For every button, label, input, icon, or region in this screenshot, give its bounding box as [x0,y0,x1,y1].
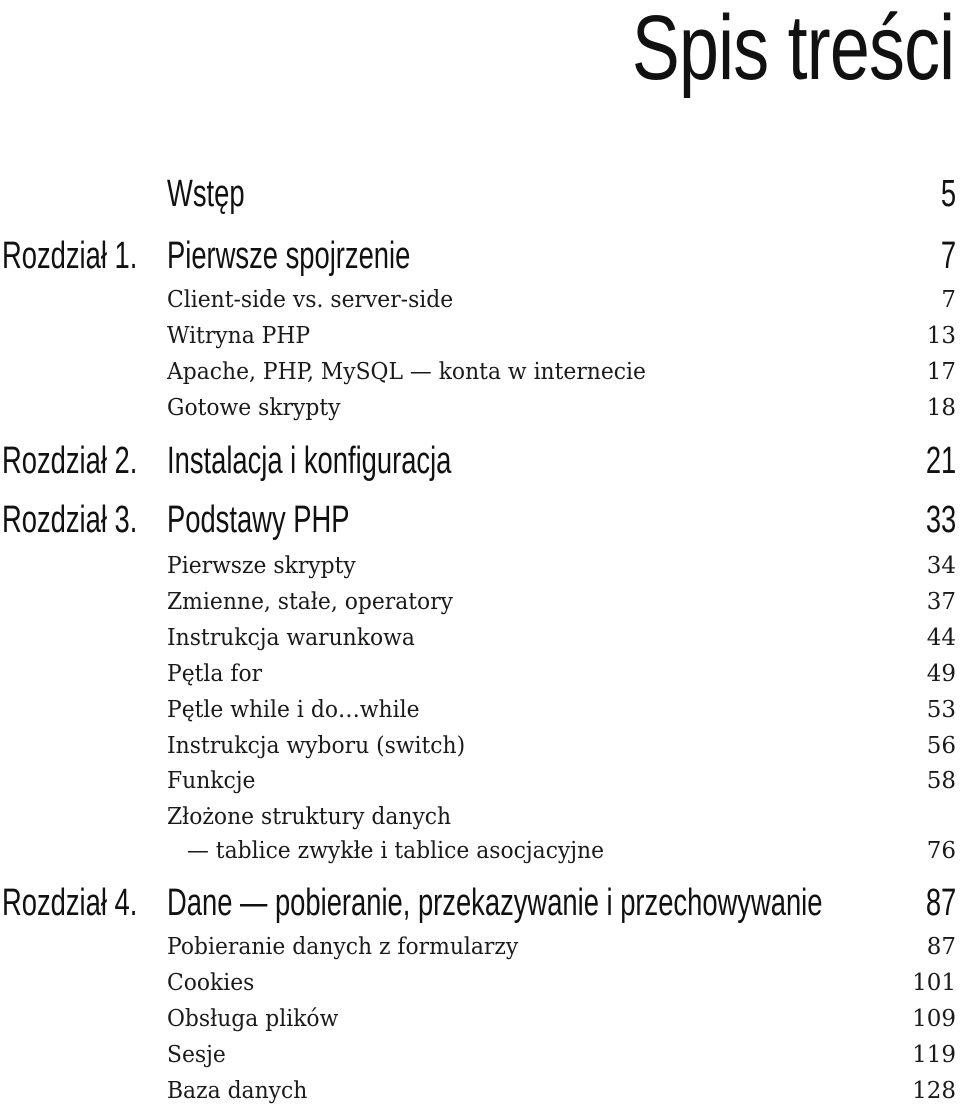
section-title: Cookies [167,970,255,996]
section-page-number: 76 [926,838,956,864]
section-page-number: 101 [912,970,956,996]
chapter-title: Pierwsze spojrzenie [167,235,411,277]
section-title: Obsługa plików [167,1006,339,1032]
section-page-number: 53 [926,697,956,723]
section-title: Apache, PHP, MySQL — konta w internecie [167,359,646,385]
chapter-page-number: 21 [925,440,956,482]
section-title: Złożone struktury danych [167,804,452,830]
chapter-label: Rozdział 3. [2,499,138,541]
section-page-number: 13 [926,323,956,349]
section-title: Client-side vs. server-side [167,287,454,313]
section-title: — tablice zwykłe i tablice asocjacyjne [187,838,605,864]
section-page-number: 128 [912,1078,956,1104]
section-page-number: 7 [941,287,956,313]
chapter-page-number: 7 [940,235,956,277]
section-title: Witryna PHP [167,323,311,349]
section-title: Sesje [167,1042,226,1068]
section-page-number: 56 [926,733,956,759]
page-title: Spis treści [631,0,954,99]
section-title: Gotowe skrypty [167,395,341,421]
chapter-label: Rozdział 2. [2,440,138,482]
section-title: Instrukcja wyboru (switch) [167,733,466,759]
chapter-page-number: 33 [925,499,956,541]
section-title: Zmienne, stałe, operatory [167,589,453,615]
chapter-label: Rozdział 4. [2,882,138,924]
section-page-number: 37 [926,589,956,615]
section-page-number: 18 [926,395,956,421]
chapter-title: Wstęp [167,173,245,215]
chapter-title: Dane — pobieranie, przekazywanie i przechowywanie [167,882,823,924]
section-page-number: 17 [926,359,956,385]
section-page-number: 34 [926,553,956,579]
chapter-title: Podstawy PHP [167,499,350,541]
chapter-page-number: 5 [940,173,956,215]
section-title: Pętle while i do…while [167,697,420,723]
section-title: Pobieranie danych z formularzy [167,934,519,960]
chapter-page-number: 87 [925,882,956,924]
section-title: Baza danych [167,1078,308,1104]
section-title: Instrukcja warunkowa [167,625,415,651]
section-page-number: 109 [912,1006,956,1032]
section-page-number: 49 [926,661,956,687]
chapter-title: Instalacja i konfiguracja [167,440,452,482]
section-page-number: 119 [912,1042,956,1068]
section-title: Funkcje [167,768,256,794]
section-title: Pierwsze skrypty [167,553,356,579]
section-page-number: 87 [926,934,956,960]
chapter-label: Rozdział 1. [2,235,138,277]
section-title: Pętla for [167,661,263,687]
section-page-number: 44 [926,625,956,651]
section-page-number: 58 [926,768,956,794]
